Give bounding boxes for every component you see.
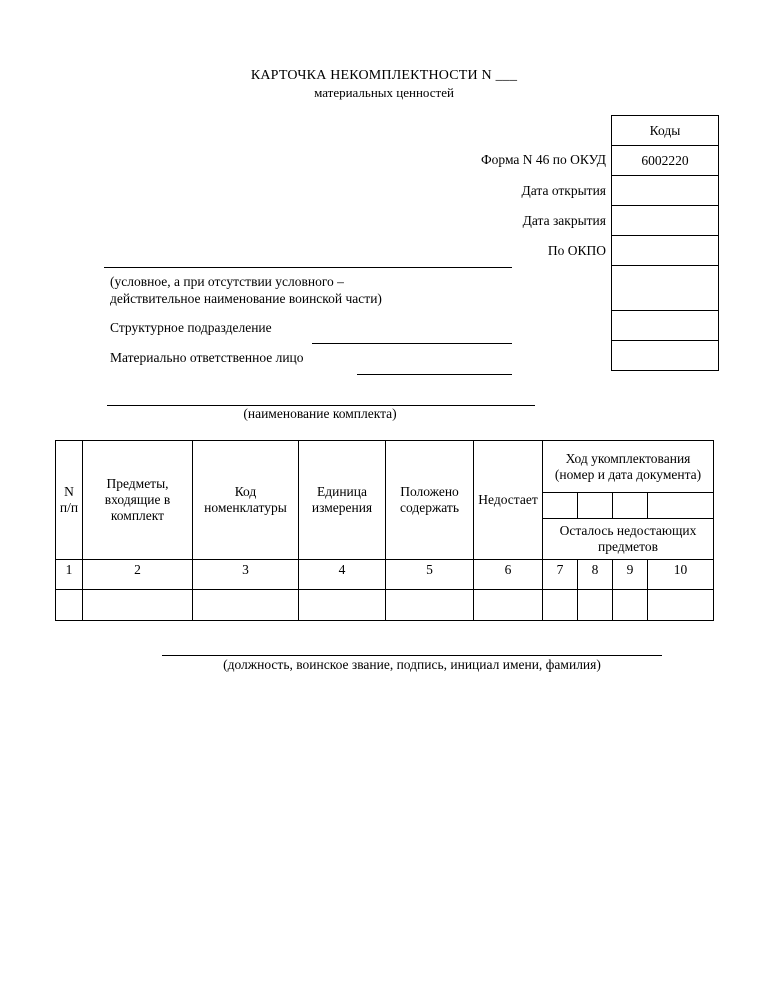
- codes-header: Коды: [612, 116, 719, 146]
- table-cell[interactable]: [299, 590, 386, 621]
- progress-cell-7[interactable]: [543, 493, 578, 519]
- col-number-4: 4: [299, 560, 386, 590]
- col-number-5: 5: [386, 560, 474, 590]
- table-cell[interactable]: [578, 590, 613, 621]
- page-title: КАРТОЧКА НЕКОМПЛЕКТНОСТИ N ___: [250, 68, 518, 83]
- okpo-label: По ОКПО: [547, 243, 606, 258]
- page-subtitle: материальных ценностей: [314, 85, 454, 100]
- signature-caption: (должность, воинское звание, подпись, инициал имени, фамилия): [223, 657, 601, 672]
- structural-subdivision-label: Структурное подразделение: [110, 320, 272, 335]
- col-number-7: 7: [543, 560, 578, 590]
- responsible-code-cell[interactable]: [612, 341, 719, 371]
- unit-code-cell[interactable]: [612, 266, 719, 311]
- col-number-9: 9: [613, 560, 648, 590]
- open-date-label: Дата открытия: [521, 183, 606, 198]
- col-nomenclature-code-header: Код номенклатуры: [193, 441, 299, 560]
- remaining-header: Осталось недостающих предметов: [543, 519, 714, 560]
- col-required-header: Положено содержать: [386, 441, 474, 560]
- col-number-10: 10: [648, 560, 714, 590]
- col-items-header: Предметы, входящие в комплект: [83, 441, 193, 560]
- open-date-cell[interactable]: [612, 176, 719, 206]
- structural-subdivision-line[interactable]: [312, 343, 512, 344]
- responsible-person-label: Материально ответственное лицо: [110, 350, 304, 365]
- close-date-label: Дата закрытия: [522, 213, 606, 228]
- okud-form-label: Форма N 46 по ОКУД: [480, 152, 606, 167]
- signature-line[interactable]: [162, 655, 662, 656]
- col-number-header: N п/п: [56, 441, 83, 560]
- okud-code-value: 6002220: [612, 146, 719, 176]
- subdivision-code-cell[interactable]: [612, 311, 719, 341]
- okpo-code-cell[interactable]: [612, 236, 719, 266]
- progress-header: Ход укомплектования (номер и дата документа): [543, 441, 714, 493]
- close-date-cell[interactable]: [612, 206, 719, 236]
- table-cell[interactable]: [648, 590, 714, 621]
- col-number-8: 8: [578, 560, 613, 590]
- col-number-6: 6: [474, 560, 543, 590]
- responsible-person-line[interactable]: [357, 374, 512, 375]
- table-cell[interactable]: [543, 590, 578, 621]
- unit-caption-line2: действительное наименование воинской части): [110, 291, 382, 306]
- col-number-2: 2: [83, 560, 193, 590]
- table-cell[interactable]: [83, 590, 193, 621]
- col-number-1: 1: [56, 560, 83, 590]
- progress-cell-9[interactable]: [613, 493, 648, 519]
- unit-name-line[interactable]: [104, 267, 512, 268]
- progress-cell-10[interactable]: [648, 493, 714, 519]
- progress-cell-8[interactable]: [578, 493, 613, 519]
- unit-caption-line1: (условное, а при отсутствии условного –: [110, 274, 344, 289]
- table-cell[interactable]: [613, 590, 648, 621]
- table-row: [56, 590, 714, 621]
- table-cell[interactable]: [193, 590, 299, 621]
- table-cell[interactable]: [386, 590, 474, 621]
- table-cell[interactable]: [56, 590, 83, 621]
- table-cell[interactable]: [474, 590, 543, 621]
- shortage-table: [55, 440, 714, 621]
- kit-name-caption: (наименование комплекта): [243, 406, 397, 421]
- col-unit-measure-header: Единица измерения: [299, 441, 386, 560]
- codes-table: [611, 115, 719, 371]
- col-shortage-header: Недостает: [474, 441, 543, 560]
- col-number-3: 3: [193, 560, 299, 590]
